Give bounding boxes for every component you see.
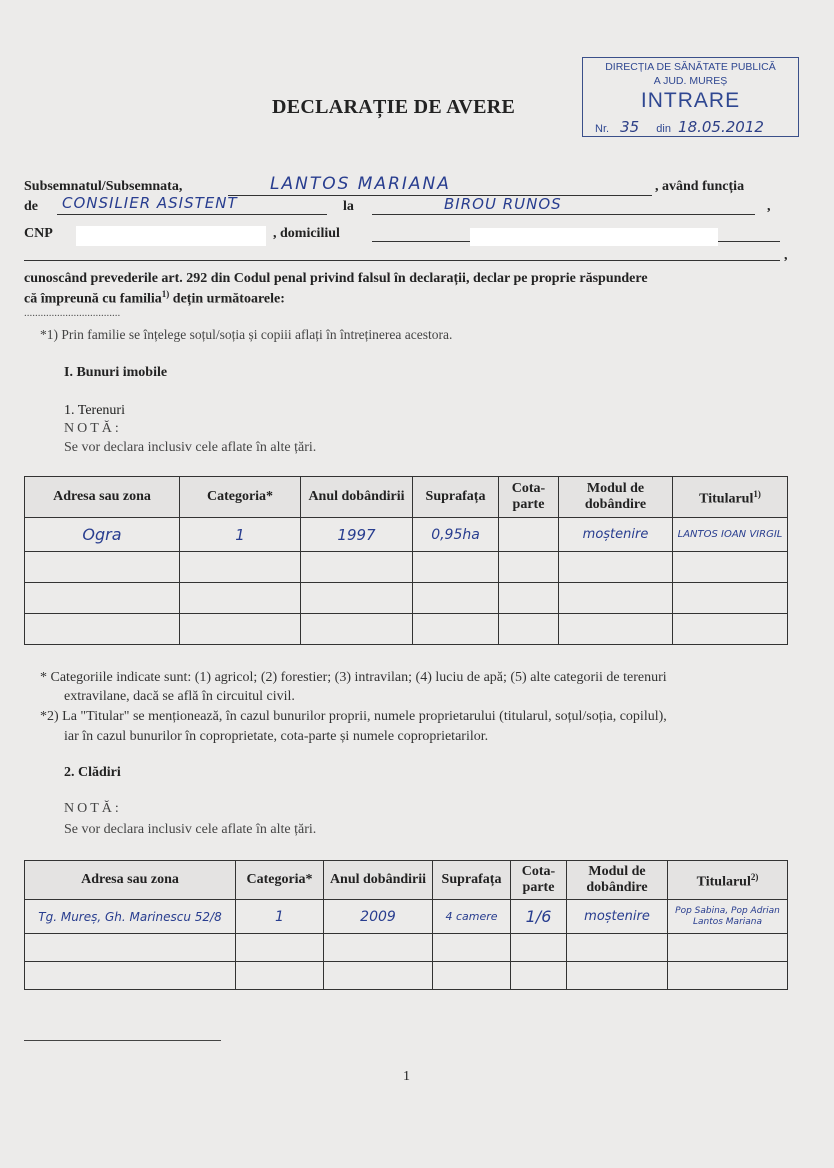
table-cell (559, 552, 673, 583)
table-cell: Ogra (25, 518, 180, 552)
table-cell: moștenire (567, 900, 668, 934)
footnote-dots: ................................... (24, 307, 121, 319)
de-label: de (24, 199, 38, 214)
address-redaction (470, 228, 718, 246)
table-cell (567, 962, 668, 990)
col-categoria: Categoria* (180, 477, 301, 518)
stamp-line1: DIRECȚIA DE SĂNĂTATE PUBLICĂ (605, 61, 776, 73)
table-cell (511, 934, 567, 962)
section1-footnote1: * Categoriile indicate sunt: (1) agricol; (2) forestier; (3) intravilan; (4) luciu de apă; (5) alte categorii de terenuri (40, 670, 667, 685)
intro-line2-suffix: dețin următoarele: (169, 291, 285, 307)
table-cell: 1997 (301, 518, 413, 552)
table-cell (180, 583, 301, 614)
table-cell (668, 962, 788, 990)
table-cell (673, 614, 788, 645)
footnote-separator (24, 1040, 221, 1041)
table-cell (499, 518, 559, 552)
col-categoria: Categoria* (236, 861, 324, 900)
section1-footnote1b: extravilane, dacă se află în circuitul civil. (64, 689, 295, 704)
domiciliul-label: , domiciliul (273, 226, 340, 241)
comma-1: , (767, 199, 771, 214)
terenuri-table (24, 476, 788, 645)
table-cell (413, 614, 499, 645)
section1-footnote2: *2) La "Titular" se menționează, în cazul bunurilor proprii, numele proprietarului (titularul, soțul/soția, copilul), (40, 709, 667, 724)
subsemnatul-label: Subsemnatul/Subsemnata, (24, 179, 183, 194)
stamp-din-label: din (656, 123, 671, 135)
table-cell (559, 583, 673, 614)
table-cell (301, 614, 413, 645)
institution-underline (372, 214, 755, 215)
table-cell: 2009 (324, 900, 433, 934)
col-titularul-label: Titularul (699, 491, 754, 507)
function-underline (57, 214, 327, 215)
col-modul: Modul de dobândire (567, 861, 668, 900)
page-number: 1 (403, 1069, 410, 1084)
table-row (25, 518, 788, 552)
table-cell (324, 934, 433, 962)
table-cell: Tg. Mureș, Gh. Marinescu 52/8 (25, 900, 236, 934)
declarant-institution: BIROU RUNOS (444, 195, 562, 213)
section1-subtitle: 1. Terenuri (64, 403, 125, 418)
table-cell (499, 552, 559, 583)
table-cell (25, 962, 236, 990)
col-titularul-sup: 2) (750, 872, 759, 883)
declarant-name: LANTOS MARIANA (270, 174, 451, 194)
cnp-label: CNP (24, 226, 53, 241)
table-cell (236, 934, 324, 962)
name-underline (228, 195, 652, 196)
section1-footnote2b: iar în cazul bunurilor în coproprietate, cota-parte și numele coproprietarilor. (64, 729, 489, 744)
table-cell (673, 583, 788, 614)
table-row (25, 583, 788, 614)
stamp-intrare: INTRARE (640, 89, 741, 112)
section1-title: I. Bunuri imobile (64, 365, 168, 380)
stamp-nr-label: Nr. (595, 123, 610, 135)
table-cell (25, 614, 180, 645)
table-row (25, 934, 788, 962)
col-cota: Cota-parte (511, 861, 567, 900)
section1-nota-text: Se vor declara inclusiv cele aflate în alte țări. (64, 440, 317, 455)
col-anul: Anul dobândirii (324, 861, 433, 900)
table-cell (433, 934, 511, 962)
table-cell (413, 583, 499, 614)
table-cell (413, 552, 499, 583)
table-cell (25, 934, 236, 962)
table-cell: 4 camere (433, 900, 511, 934)
intro-line2-prefix: că împreună cu familia (24, 291, 162, 307)
table-cell (236, 962, 324, 990)
table-cell: 1/6 (511, 900, 567, 934)
declarant-function: CONSILIER ASISTENT (62, 194, 238, 212)
col-titularul-label: Titularul (696, 874, 751, 890)
stamp-date-value: 18.05.2012 (678, 118, 764, 136)
stamp-line2: A JUD. MUREȘ (653, 75, 728, 87)
table-row (25, 900, 788, 934)
col-titularul (673, 477, 788, 518)
intro-sup: 1) (161, 289, 170, 299)
table-row (25, 614, 788, 645)
table-cell: moștenire (559, 518, 673, 552)
section1-nota: NOTĂ: (64, 421, 122, 436)
cnp-redaction (76, 226, 266, 246)
col-titularul (668, 861, 788, 900)
col-titularul-sup: 1) (753, 489, 761, 500)
cladiri-table (24, 860, 788, 990)
intro-line1: cunoscând prevederile art. 292 din Codul penal privind falsul în declarații, declar pe proprie răspundere (24, 271, 648, 286)
table-cell (673, 552, 788, 583)
document-title: DECLARAȚIE DE AVERE (272, 96, 516, 118)
section2-nota: NOTĂ: (64, 801, 122, 816)
address-underline-2 (24, 260, 780, 261)
stamp-nr-value: 35 (620, 118, 640, 136)
table-cell (180, 552, 301, 583)
table-cell (301, 583, 413, 614)
col-adresa: Adresa sau zona (25, 477, 180, 518)
family-footnote: *1) Prin familie se înțelege soțul/soția și copiii aflați în întreținerea acestora. (40, 327, 453, 342)
col-adresa: Adresa sau zona (25, 861, 236, 900)
table-cell (180, 614, 301, 645)
table-cell (25, 583, 180, 614)
section2-subtitle: 2. Clădiri (64, 765, 121, 780)
table-cell (25, 552, 180, 583)
table-cell (499, 583, 559, 614)
table-cell (301, 552, 413, 583)
comma-2: , (784, 248, 788, 263)
table-cell (567, 934, 668, 962)
stamp-number-line (595, 118, 764, 136)
registration-stamp (582, 57, 799, 137)
la-label: la (343, 199, 354, 214)
table-cell: 0,95ha (413, 518, 499, 552)
col-modul: Modul de dobândire (559, 477, 673, 518)
table-cell: Pop Sabina, Pop Adrian Lantos Mariana (668, 900, 788, 934)
table-row (25, 552, 788, 583)
col-suprafata: Suprafața (413, 477, 499, 518)
table-cell: 1 (236, 900, 324, 934)
table-cell (559, 614, 673, 645)
table-cell: 1 (180, 518, 301, 552)
section2-nota-text: Se vor declara inclusiv cele aflate în alte țări. (64, 822, 317, 837)
table-cell (668, 934, 788, 962)
col-anul: Anul dobândirii (301, 477, 413, 518)
table-cell (324, 962, 433, 990)
table-cell (511, 962, 567, 990)
table-cell (433, 962, 511, 990)
table-row (25, 962, 788, 990)
col-suprafata: Suprafața (433, 861, 511, 900)
col-cota: Cota-parte (499, 477, 559, 518)
table-cell: LANTOS IOAN VIRGIL (673, 518, 788, 552)
intro-line2 (24, 289, 285, 308)
avand-functia-label: , având funcția (655, 179, 745, 194)
table-cell (499, 614, 559, 645)
